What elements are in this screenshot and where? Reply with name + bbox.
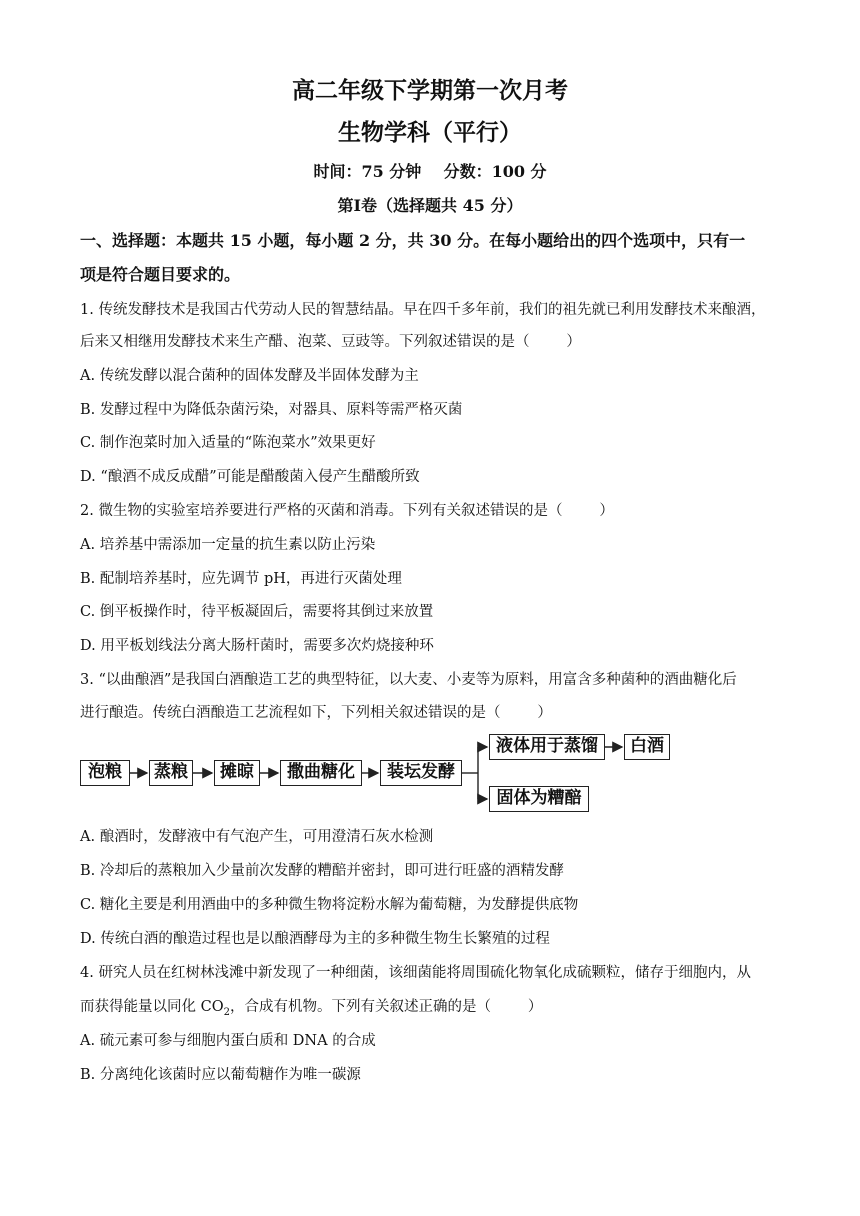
question-2-option-b: B. 配制培养基时，应先调节 pH，再进行灭菌处理 [80, 571, 402, 587]
question-2-stem: 2. 微生物的实验室培养要进行严格的灭菌和消毒。下列有关叙述错误的是（ ） [80, 503, 614, 519]
question-2-option-c: C. 倒平板操作时，待平板凝固后，需要将其倒过来放置 [80, 604, 434, 620]
question-3-stem-line2: 进行酿造。传统白酒酿造工艺流程如下，下列相关叙述错误的是（ ） [80, 705, 552, 721]
question-3-option-b: B. 冷却后的蒸粮加入少量前次发酵的糟醅并密封，即可进行旺盛的酒精发酵 [80, 863, 564, 879]
question-2-option-a: A. 培养基中需添加一定量的抗生素以防止污染 [80, 537, 376, 553]
section-heading-line1: 一、选择题：本题共 15 小题，每小题 2 分，共 30 分。在每小题给出的四个选项中，只有一 [80, 231, 746, 250]
question-4-stem-part1: 而获得能量以同化 CO [80, 999, 224, 1015]
flow-box-liquid-distill: 液体用于蒸馏 [489, 734, 605, 760]
question-3-stem-line1: 3. “以曲酿酒”是我国白酒酿造工艺的典型特征，以大麦、小麦等为原料，用富含多种菌种的酒曲糖化后 [80, 672, 737, 688]
section-heading-line2: 项是符合题目要求的。 [80, 265, 241, 284]
question-1-stem-line2: 后来又相继用发酵技术来生产醋、泡菜、豆豉等。下列叙述错误的是（ ） [80, 334, 581, 350]
exam-title: 高二年级下学期第一次月考 [292, 77, 568, 104]
question-3-option-a: A. 酿酒时，发酵液中有气泡产生，可用澄清石灰水检测 [80, 829, 434, 845]
flow-box-baijiu: 白酒 [624, 734, 670, 760]
question-4-option-b: B. 分离纯化该菌时应以葡萄糖作为唯一碳源 [80, 1067, 361, 1083]
question-1-option-b: B. 发酵过程中为降低杂菌污染，对器具、原料等需严格灭菌 [80, 402, 463, 418]
question-4-stem-part2: ，合成有机物。下列有关叙述正确的是（ ） [229, 999, 543, 1015]
flow-box-ferment: 装坛发酵 [380, 760, 462, 786]
question-1-option-a: A. 传统发酵以混合菌种的固体发酵及半固体发酵为主 [80, 368, 419, 384]
flow-box-steam: 蒸粮 [149, 760, 193, 786]
question-3-option-d: D. 传统白酒的酿造过程也是以酿酒酵母为主的多种微生物生长繁殖的过程 [80, 931, 550, 947]
flow-box-soak: 泡粮 [80, 760, 130, 786]
question-4-stem-line1: 4. 研究人员在红树林浅滩中新发现了一种细菌，该细菌能将周围硫化物氧化成硫颗粒，储存于细胞内，从 [80, 965, 751, 981]
question-1-option-c: C. 制作泡菜时加入适量的“陈泡菜水”效果更好 [80, 435, 376, 451]
co2-subscript: 2 [223, 1006, 230, 1018]
flow-box-cool: 摊晾 [214, 760, 260, 786]
question-1-stem-line1: 1. 传统发酵技术是我国古代劳动人民的智慧结晶。早在四千多年前，我们的祖先就已利用发酵技术来酿酒， [80, 302, 766, 318]
flow-box-solid-residue: 固体为糟醅 [489, 786, 589, 812]
subject-title: 生物学科（平行） [338, 119, 522, 146]
question-1-option-d: D. “酿酒不成反成醋”可能是醋酸菌入侵产生醋酸所致 [80, 469, 420, 485]
question-4-option-a: A. 硫元素可参与细胞内蛋白质和 DNA 的合成 [80, 1033, 376, 1049]
flow-box-saccharify: 撒曲糖化 [280, 760, 362, 786]
question-4-stem-line2 [80, 997, 542, 1023]
question-3-option-c: C. 糖化主要是利用酒曲中的多种微生物将淀粉水解为葡萄糖，为发酵提供底物 [80, 897, 579, 913]
time-score-line: 时间：75 分钟 分数：100 分 [313, 162, 547, 181]
question-2-option-d: D. 用平板划线法分离大肠杆菌时，需要多次灼烧接种环 [80, 638, 434, 654]
volume-title: 第Ⅰ卷（选择题共 45 分） [337, 196, 523, 215]
